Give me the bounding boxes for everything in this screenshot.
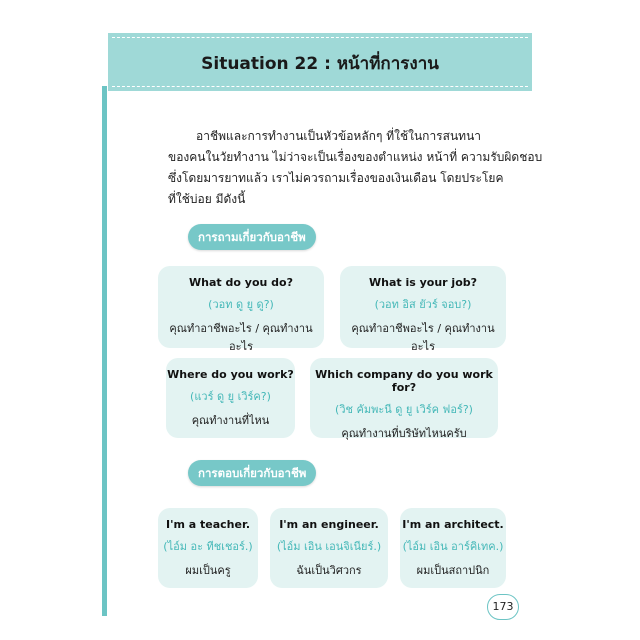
phrase-card: [270, 508, 388, 588]
english-phrase: I'm a teacher.: [166, 518, 250, 531]
phrase-card: [166, 358, 295, 438]
situation-header: [108, 33, 532, 91]
header-top-dashed-line: [112, 37, 528, 38]
phrase-card: [158, 508, 258, 588]
thai-translation: คุณทำงานที่บริษัทไหนครับ: [341, 427, 467, 440]
section-label-answering: การตอบเกี่ยวกับอาชีพ: [188, 460, 316, 486]
intro-line: อาชีพและการทำงานเป็นหัวข้อหลักๆ ที่ใช้ในการสนทนา: [196, 129, 482, 143]
thai-pronunciation: (วอท ดู ยู ดู?): [208, 298, 274, 311]
phrase-card: [340, 266, 506, 353]
thai-pronunciation: (แวร์ ดู ยู เวิร์ค?): [190, 390, 271, 403]
thai-translation: ผมเป็นครู: [185, 564, 231, 577]
english-phrase: I'm an engineer.: [279, 518, 379, 531]
thai-translation: คุณทำอาชีพอะไร / คุณทำงานอะไร: [169, 322, 313, 353]
thai-pronunciation: (วอท อิส ยัวร์ จอบ?): [374, 298, 472, 311]
thai-translation: ฉันเป็นวิศวกร: [296, 564, 362, 577]
english-phrase: I'm an architect.: [402, 518, 504, 531]
page-number: 173: [487, 594, 519, 620]
header-bottom-dashed-line: [112, 86, 528, 87]
english-phrase: What do you do?: [189, 276, 293, 289]
phrase-card: [310, 358, 498, 438]
intro-line: ที่ใช้บ่อย มีดังนี้: [168, 192, 246, 206]
section-label-asking: การถามเกี่ยวกับอาชีพ: [188, 224, 316, 250]
thai-translation: คุณทำงานที่ไหน: [191, 414, 270, 427]
thai-pronunciation: (ไอ์ม เอิน เอนจิเนียร์.): [276, 540, 382, 553]
english-phrase: What is your job?: [368, 276, 478, 289]
english-phrase: Where do you work?: [167, 368, 294, 381]
page-title: Situation 22 : หน้าที่การงาน: [201, 54, 439, 74]
thai-pronunciation: (วิช คัมพะนี ดู ยู เวิร์ค ฟอร์?): [335, 403, 473, 416]
thai-translation: ผมเป็นสถาปนิก: [416, 564, 490, 577]
thai-translation: คุณทำอาชีพอะไร / คุณทำงานอะไร: [351, 322, 495, 353]
phrase-card: [400, 508, 506, 588]
left-accent-bar: [102, 86, 107, 616]
phrase-card: [158, 266, 324, 353]
intro-line: ของคนในวัยทำงาน ไม่ว่าจะเป็นเรื่องของตำแหน่ง หน้าที่ ความรับผิดชอบ: [168, 150, 543, 164]
intro-paragraph: [168, 126, 543, 210]
thai-pronunciation: (ไอ์ม อะ ทีชเชอร์.): [163, 540, 253, 553]
intro-line: ซึ่งโดยมารยาทแล้ว เราไม่ควรถามเรื่องของเงินเดือน โดยประโยค: [168, 171, 504, 185]
english-phrase: Which company do you work for?: [315, 368, 493, 394]
thai-pronunciation: (ไอ์ม เอิน อาร์คิเทค.): [402, 540, 504, 553]
